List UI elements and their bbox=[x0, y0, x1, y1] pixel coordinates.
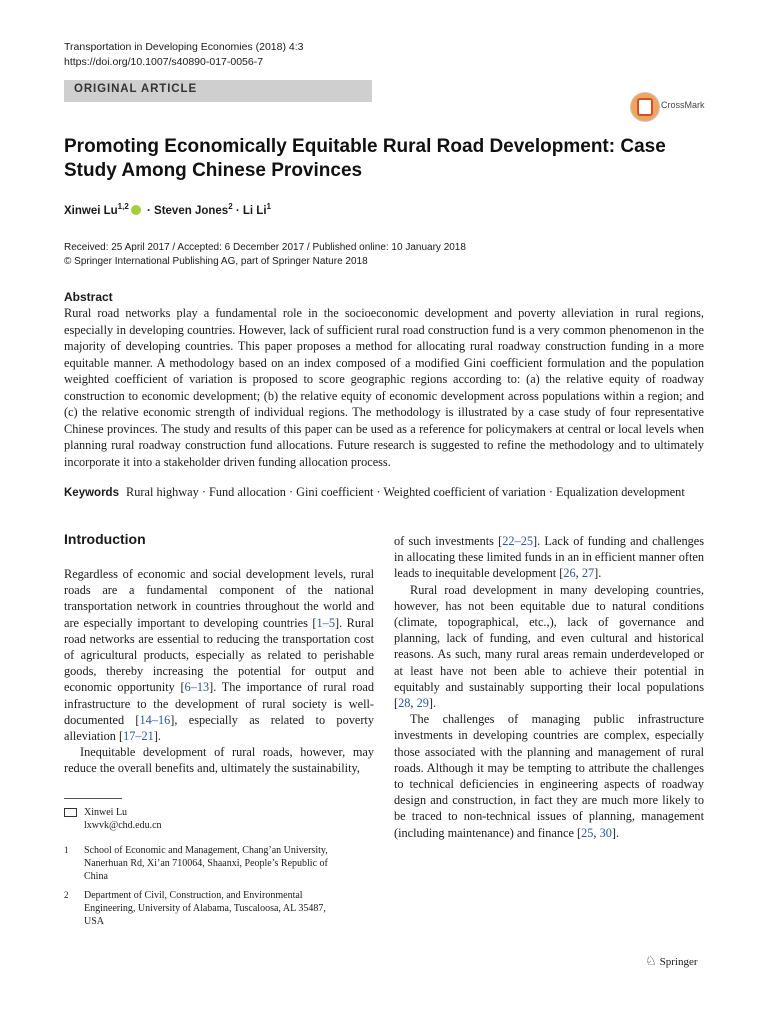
affiliation-number: 2 bbox=[64, 890, 69, 900]
paragraph bbox=[64, 566, 374, 744]
publication-dates bbox=[64, 241, 466, 269]
corresponding-email[interactable]: lxwvk@chd.edu.cn bbox=[84, 820, 162, 831]
citation-link[interactable]: 26 bbox=[563, 566, 576, 581]
paragraph-text: ]. Lack of funding and challenges in allocating these limited funds in an in efficient manner often leads to inequitable development [ bbox=[394, 534, 704, 581]
intro-left-column bbox=[64, 566, 374, 777]
paragraph-text: ]. The importance of rural road infrastructure to the development of rural society is well-documented [ bbox=[64, 680, 374, 727]
author-name[interactable]: Xinwei Lu bbox=[64, 204, 118, 217]
citation-link[interactable]: 30 bbox=[599, 825, 612, 840]
abstract-text: Rural road networks play a fundamental role in the socioeconomic development and poverty alleviation in rural regions, especially in developing countries. However, lack of sufficient rural road construction fund is a very common phenomenon in the majority of developing countries. This paper proposes a method for allocating rural roadway construction funding in a more equitable manner. A methodology based on an index composed of a modified Gini coefficient formulation and the population weighted coefficient of variation is proposed to score geographic regions according to: (a) the relative equity of roadway construction to economic development; (b) the relative equity of economic development across populations within a region; and (c) the relative economic strength of individual regions. The methodology is illustrated by a case study of four representative Chinese provinces. The study and results of this paper can be used as a reference for policymakers at central or local levels when planning rural roadway construction fund allocations. Future research is suggested to refine the methodology and to ultimately incorporate it into a stakeholder driven funding allocation process. bbox=[64, 306, 704, 469]
keywords-text: Rural highway · Fund allocation · Gini coefficient · Weighted coefficient of variation · Equalization development bbox=[126, 485, 685, 499]
corresponding-name: Xinwei Lu bbox=[84, 807, 128, 818]
intro-right-column bbox=[394, 533, 704, 841]
paragraph: Inequitable development of rural roads, however, may reduce the overall benefits and, ultimately the sustainability, bbox=[64, 745, 374, 776]
citation-link[interactable]: 25 bbox=[581, 825, 594, 840]
paragraph-text: Rural road development in many developing countries, however, has not been equitable due to natural conditions (climate, topographical, etc.,), lack of governance and planning, lack of funding, and even cultural and historical reasons. As such, many rural areas remain underdeveloped or at least have not been able to achieve their potential in equitably and sustainably supporting their local populations [ bbox=[394, 582, 704, 711]
orcid-icon[interactable] bbox=[131, 205, 141, 215]
author-separator: · bbox=[232, 204, 243, 217]
corresponding-author bbox=[64, 806, 364, 832]
journal-citation: Transportation in Developing Economies (2018) 4:3 bbox=[64, 41, 304, 53]
copyright-line: © Springer International Publishing AG, part of Springer Nature 2018 bbox=[64, 256, 368, 267]
citation-link[interactable]: 27 bbox=[581, 566, 595, 581]
paragraph-text: of such investments [ bbox=[394, 534, 503, 548]
author-separator: · bbox=[143, 204, 155, 217]
keywords bbox=[64, 485, 724, 500]
citation-link[interactable]: 6–13 bbox=[184, 680, 210, 695]
keywords-label: Keywords bbox=[64, 487, 119, 499]
affiliation-text: School of Economic and Management, Chang’an University, Nanerhuan Rd, Xi’an 710064, Shaanxi, People’s Republic of China bbox=[84, 845, 328, 882]
affiliation-text: Department of Civil, Construction, and Environmental Engineering, University of Alabama, Tuscaloosa, AL 35487, USA bbox=[84, 890, 326, 927]
affiliation-mark: 1,2 bbox=[117, 202, 129, 211]
doi-link[interactable]: https://doi.org/10.1007/s40890-017-0056-7 bbox=[64, 56, 264, 68]
paragraph-text: ], especially as related to poverty alleviation [ bbox=[64, 712, 374, 744]
author-name[interactable]: Steven Jones bbox=[154, 204, 229, 217]
springer-horse-icon: ♘ bbox=[645, 953, 657, 968]
paragraph bbox=[394, 533, 704, 582]
citation-link[interactable]: 1–5 bbox=[316, 615, 335, 630]
citation-link[interactable]: 14–16 bbox=[139, 712, 171, 727]
dates-line: Received: 25 April 2017 / Accepted: 6 December 2017 / Published online: 10 January 2018 bbox=[64, 242, 466, 253]
paragraph-text: ]. bbox=[611, 825, 620, 840]
affiliation-mark: 1 bbox=[266, 202, 271, 211]
section-heading-introduction: Introduction bbox=[64, 531, 146, 547]
paragraph-text: ]. bbox=[594, 566, 602, 581]
affiliation-mark: 2 bbox=[228, 202, 233, 211]
affiliation-number: 1 bbox=[64, 845, 69, 855]
affiliation-2 bbox=[64, 889, 344, 928]
crossmark-icon bbox=[630, 92, 660, 122]
paragraph-text: ]. bbox=[153, 729, 161, 744]
paragraph-text: , bbox=[575, 566, 582, 581]
affiliation-1 bbox=[64, 844, 344, 883]
article-type-bar bbox=[64, 80, 372, 102]
paragraph bbox=[394, 582, 704, 712]
article-title: Promoting Economically Equitable Rural Road Development: Case Study Among Chinese Provinces bbox=[64, 136, 666, 181]
article-type: ORIGINAL ARTICLE bbox=[74, 83, 198, 95]
author-name[interactable]: Li Li bbox=[242, 204, 267, 217]
paragraph-text: ]. bbox=[428, 696, 437, 711]
citation-link[interactable]: 28 bbox=[398, 696, 411, 711]
paragraph bbox=[394, 711, 704, 841]
footnote-rule bbox=[64, 798, 122, 799]
author-list bbox=[64, 202, 271, 217]
citation-link[interactable]: 29 bbox=[416, 696, 429, 711]
journal-header bbox=[64, 40, 304, 70]
crossmark-label: CrossMark bbox=[661, 100, 705, 110]
paragraph-text: Regardless of economic and social development levels, rural roads are a fundamental component of the national transportation network in countries throughout the world and are especially important to developing countries [ bbox=[64, 567, 374, 630]
paragraph-text: ]. Rural road networks are essential to reducing the transportation cost of agricultural products, especially as related to perishable goods, thereby increasing the potential for output and economic opportunity [ bbox=[64, 615, 374, 695]
paragraph-text: , bbox=[593, 825, 600, 840]
publisher-name: Springer bbox=[659, 956, 698, 968]
crossmark-badge[interactable] bbox=[630, 92, 710, 122]
mail-icon bbox=[64, 808, 77, 817]
paragraph-text: The challenges of managing public infrastructure investments in developing countries are complex, especially those associated with the planning and management of rural roads. Although it may be tempting to attribute the challenges to technical deficiencies in engineering aspects of roadway design and construction, in fact they are much more likely to be traced to non-technical issues of planning, management (including maintenance) and finance [ bbox=[394, 712, 704, 840]
paragraph-text: , bbox=[410, 696, 417, 711]
citation-link[interactable]: 17–21 bbox=[123, 729, 154, 744]
publisher-footer bbox=[645, 953, 698, 969]
citation-link[interactable]: 22–25 bbox=[502, 534, 534, 548]
abstract-heading: Abstract bbox=[64, 290, 113, 304]
